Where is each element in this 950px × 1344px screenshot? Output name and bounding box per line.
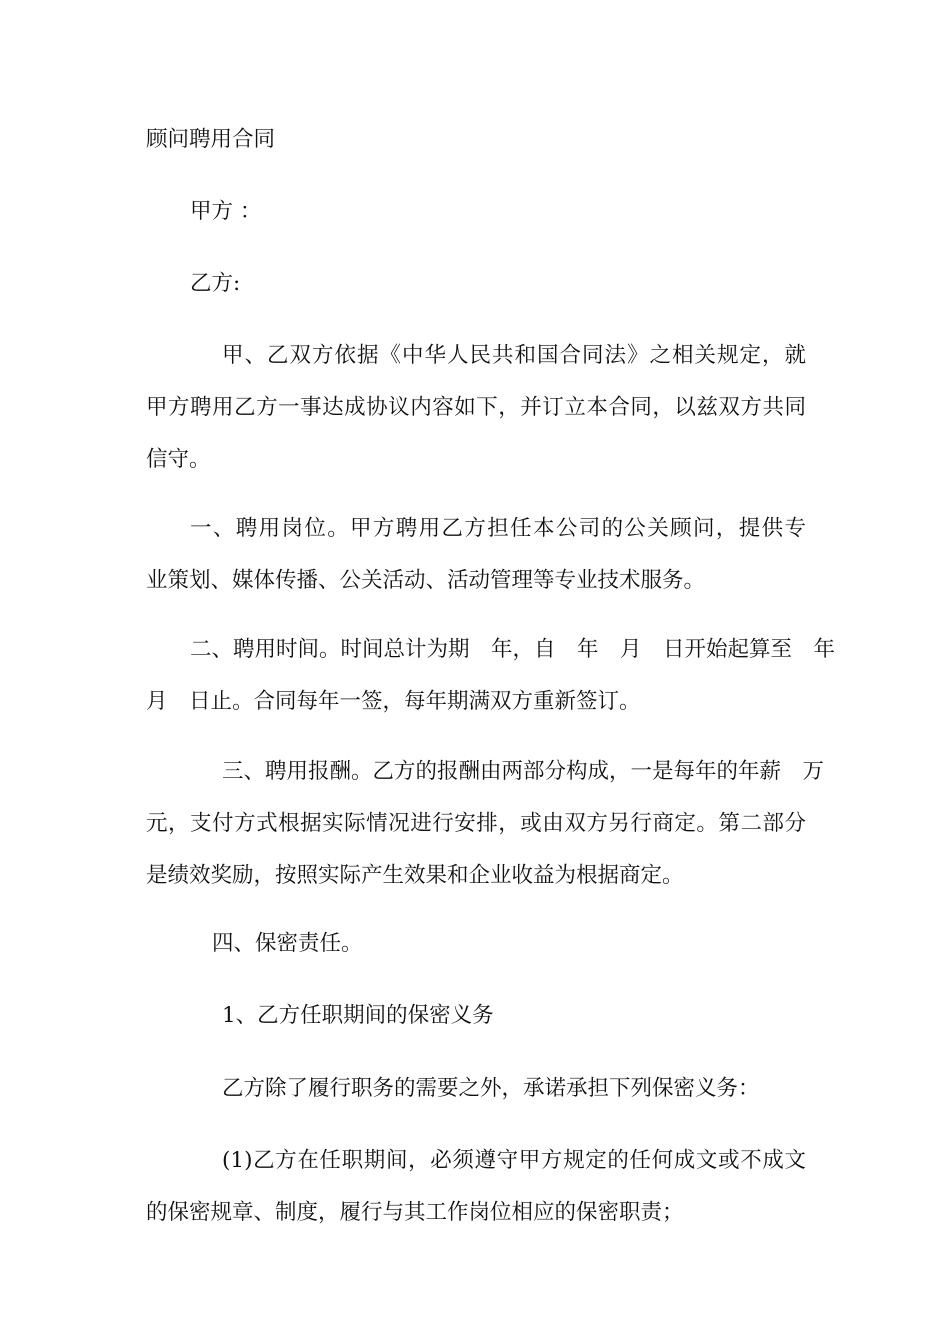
party-b-line: 乙方: bbox=[190, 271, 241, 296]
preamble-paragraph: 甲、乙双方依据《中华人民共和国合同法》之相关规定，就 甲方聘用乙方一事达成协议内容如下，并订立本合同，以兹双方共同 信守。 bbox=[146, 343, 806, 472]
clause-4-sub1-intro: 乙方除了履行职务的需要之外，承诺承担下列保密义务： bbox=[222, 1076, 760, 1101]
clause-2-paragraph: 二、聘用时间。时间总计为期 年，自 年 月 日开始起算至 年 月 日止。合同每年一签，每年期满双方重新签订。 bbox=[146, 637, 836, 714]
clause-4-item-1: (1)乙方在任职期间，必须遵守甲方规定的任何成文或不成文 的保密规章、制度，履行与其工作岗位相应的保密职责； bbox=[146, 1148, 806, 1225]
clause-1-paragraph: 一、聘用岗位。甲方聘用乙方担任本公司的公关顾问，提供专 业策划、媒体传播、公关活动、活动管理等专业技术服务。 bbox=[146, 516, 806, 593]
clause-3-paragraph: 三、聘用报酬。乙方的报酬由两部分构成，一是每年的年薪 万 元，支付方式根据实际情况进行安排，或由双方另行商定。第二部分 是绩效奖励，按照实际产生效果和企业收益为根据商定。 bbox=[146, 759, 825, 888]
party-a-line: 甲方 ： bbox=[190, 199, 262, 224]
clause-4-sub1-heading: 1、乙方任职期间的保密义务 bbox=[222, 1003, 494, 1028]
document-title: 顾问聘用合同 bbox=[146, 127, 276, 152]
clause-4-heading: 四、保密责任。 bbox=[212, 931, 363, 956]
